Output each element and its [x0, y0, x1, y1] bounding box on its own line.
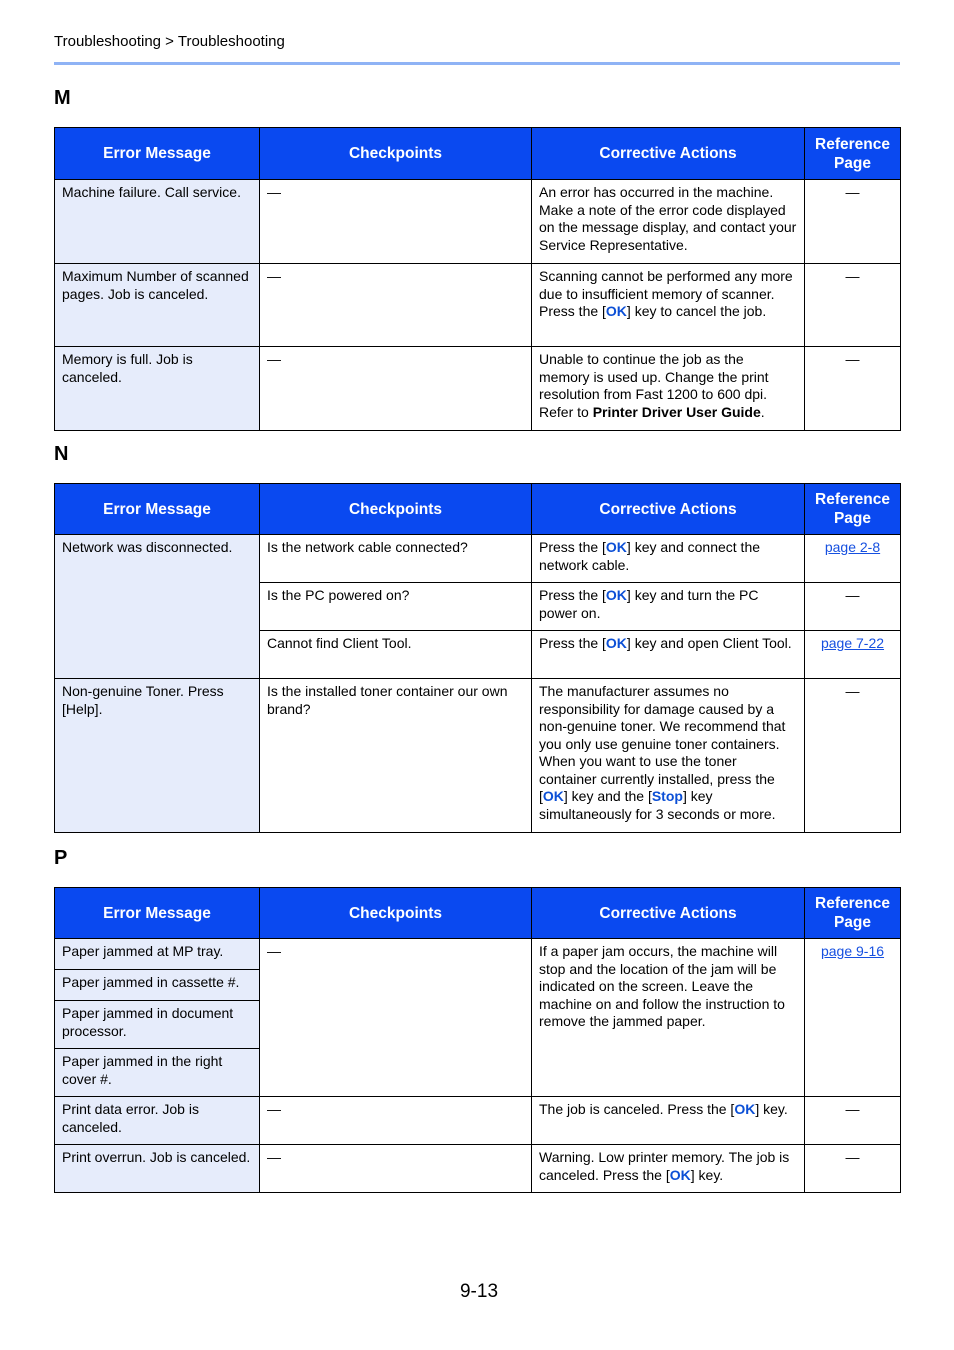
checkpoint: —: [260, 1145, 532, 1193]
action-text: ] key and connect the network cable.: [539, 539, 761, 573]
reference-page: [805, 631, 901, 679]
table-row: [55, 347, 901, 431]
page-number: 9-13: [459, 1281, 499, 1302]
corrective-action: [532, 264, 805, 347]
checkpoint: Is the network cable connected?: [260, 535, 532, 583]
ok-key-label: OK: [605, 539, 627, 555]
table-row: [55, 939, 901, 970]
error-message: Paper jammed at MP tray.: [55, 939, 260, 970]
reference-page: —: [805, 583, 901, 631]
reference-page: —: [805, 264, 901, 347]
error-message: Machine failure. Call service.: [55, 180, 260, 264]
checkpoint: —: [260, 264, 532, 347]
corrective-action: [532, 347, 805, 431]
breadcrumb: Troubleshooting > Troubleshooting: [54, 33, 285, 50]
stop-key-label: Stop: [651, 788, 683, 804]
checkpoint: Cannot find Client Tool.: [260, 631, 532, 679]
col-header-checkpoints: Checkpoints: [260, 888, 532, 939]
action-text: ] key to cancel the job.: [626, 303, 767, 319]
section-letter-m: M: [54, 87, 71, 109]
table-row: [55, 1145, 901, 1193]
corrective-action: [532, 679, 805, 833]
table-row: [55, 1097, 901, 1145]
ok-key-label: OK: [734, 1101, 756, 1117]
corrective-action: [532, 583, 805, 631]
action-text: Press the [: [539, 635, 606, 651]
ok-key-label: OK: [542, 788, 564, 804]
ok-key-label: OK: [605, 587, 627, 603]
ok-key-label: OK: [669, 1166, 691, 1183]
reference-page: —: [805, 180, 901, 264]
reference-link[interactable]: page 9-16: [820, 943, 885, 959]
checkpoint: —: [260, 1097, 532, 1145]
error-table-n: [54, 483, 901, 833]
action-text: ] key and the [: [563, 788, 652, 804]
corrective-action: [532, 1145, 805, 1193]
col-header-error-message: Error Message: [55, 128, 260, 180]
table-header-row: [55, 484, 901, 535]
reference-page: [805, 535, 901, 583]
corrective-action: An error has occurred in the machine. Make a note of the error code displayed on the message display, and contact your Service Representative.: [532, 180, 805, 264]
col-header-error-message: Error Message: [55, 888, 260, 939]
reference-page: —: [805, 347, 901, 431]
error-message: Paper jammed in document processor.: [55, 1001, 260, 1049]
action-text: The manufacturer assumes no responsibility for damage caused by a non-genuine toner. We recommend that you only use genuine toner containers. When you want to use the toner container currently installed, press the [: [539, 683, 786, 804]
error-message: Print overrun. Job is canceled.: [55, 1145, 260, 1193]
corrective-action: [532, 1097, 805, 1145]
col-header-reference-page: Reference Page: [805, 484, 901, 535]
table-row: [55, 679, 901, 833]
header-divider: [54, 62, 900, 65]
error-message: Paper jammed in cassette #.: [55, 970, 260, 1001]
checkpoint: Is the PC powered on?: [260, 583, 532, 631]
error-message: Non-genuine Toner. Press [Help].: [55, 679, 260, 833]
col-header-reference-page: Reference Page: [805, 128, 901, 180]
action-text: ] key.: [755, 1101, 788, 1117]
corrective-action: If a paper jam occurs, the machine will stop and the location of the jam will be indicated on the screen. Leave the machine on and follow the instruction to remove the jammed paper.: [532, 939, 805, 1097]
table-row: [55, 264, 901, 347]
checkpoint: —: [260, 939, 532, 1097]
checkpoint: —: [260, 347, 532, 431]
action-text: ] key and turn the PC power on.: [539, 587, 759, 621]
ok-key-label: OK: [605, 303, 627, 319]
error-table-m: [54, 127, 901, 431]
error-message: Network was disconnected.: [55, 535, 260, 679]
col-header-corrective-actions: Corrective Actions: [532, 484, 805, 535]
table-row: [55, 180, 901, 264]
section-letter-n: N: [54, 443, 69, 465]
action-text: Scanning cannot be performed any more due to insufficient memory of scanner. Press the [: [539, 268, 793, 319]
table-row: [55, 535, 901, 583]
reference-link[interactable]: page 7-22: [820, 635, 885, 651]
col-header-corrective-actions: Corrective Actions: [532, 888, 805, 939]
error-table-p: [54, 887, 901, 1193]
reference-link[interactable]: page 2-8: [824, 539, 881, 555]
error-message: Maximum Number of scanned pages. Job is canceled.: [55, 264, 260, 347]
action-text: Press the [: [539, 587, 606, 603]
error-message: Memory is full. Job is canceled.: [55, 347, 260, 431]
reference-page: —: [805, 1097, 901, 1145]
corrective-action: [532, 535, 805, 583]
table-header-row: [55, 888, 901, 939]
guide-name: Printer Driver User Guide: [592, 403, 761, 420]
ok-key-label: OK: [605, 635, 627, 651]
error-message: Paper jammed in the right cover #.: [55, 1049, 260, 1097]
action-text: Press the [: [539, 539, 606, 555]
reference-page: [805, 939, 901, 1097]
action-text: ] key.: [690, 1166, 724, 1183]
page-number-container: [0, 1281, 954, 1303]
table-header-row: [55, 128, 901, 180]
action-text: .: [760, 403, 765, 420]
col-header-corrective-actions: Corrective Actions: [532, 128, 805, 180]
col-header-checkpoints: Checkpoints: [260, 128, 532, 180]
corrective-action: [532, 631, 805, 679]
action-text: ] key simultaneously for 3 seconds or more.: [539, 788, 776, 822]
error-message: Print data error. Job is canceled.: [55, 1097, 260, 1145]
col-header-error-message: Error Message: [55, 484, 260, 535]
action-text: Warning. Low printer memory. The job is canceled. Press the [: [539, 1149, 790, 1183]
checkpoint: Is the installed toner container our own brand?: [260, 679, 532, 833]
action-text: Unable to continue the job as the memory is used up. Change the print resolution from Fast 1200 to 600 dpi. Refer to: [539, 351, 769, 420]
action-text: The job is canceled. Press the [: [539, 1101, 735, 1117]
reference-page: —: [805, 679, 901, 833]
checkpoint: —: [260, 180, 532, 264]
section-letter-p: P: [54, 847, 68, 869]
col-header-reference-page: Reference Page: [805, 888, 901, 939]
action-text: ] key and open Client Tool.: [626, 635, 792, 651]
reference-page: —: [805, 1145, 901, 1193]
col-header-checkpoints: Checkpoints: [260, 484, 532, 535]
